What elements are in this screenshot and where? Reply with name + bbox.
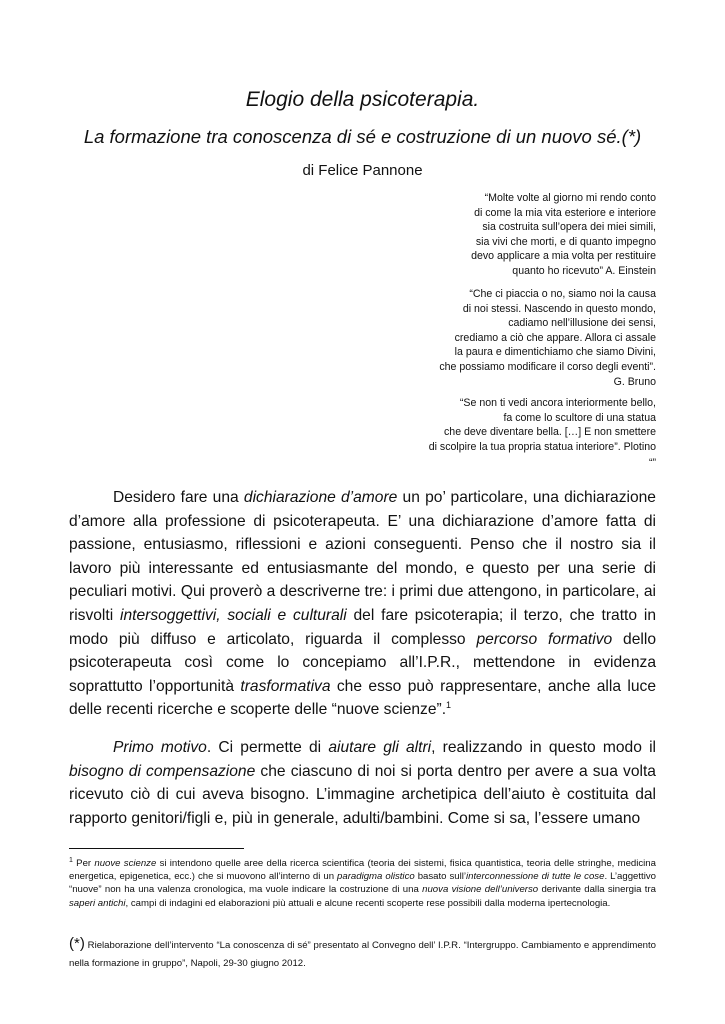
footnote-reference[interactable]: 1	[446, 700, 452, 711]
italic-run: Primo motivo	[113, 739, 207, 756]
italic-run: bisogno di compensazione	[69, 762, 256, 780]
quote-line: “Se non ti vedi ancora interiormente bello,	[459, 397, 656, 409]
text-run: derivante dalla sinergia tra	[538, 884, 656, 896]
quote-line: che possiamo modificare il corso degli eventi”.	[439, 360, 656, 373]
italic-run: intersoggettivi, sociali e culturali	[120, 606, 347, 624]
paragraph	[69, 486, 656, 722]
quote-line: che deve diventare bella. […] E non smettere	[444, 426, 656, 439]
text-run: Per	[72, 858, 95, 869]
quote-line: di come la mia vita esteriore e interiore	[474, 206, 656, 219]
quote-line: “Che ci piaccia o no, siamo noi la causa	[469, 288, 656, 300]
italic-run: nuova visione dell’universo	[422, 884, 539, 896]
body-paragraph-1	[69, 486, 656, 722]
footnote-2	[69, 935, 656, 973]
paragraph	[69, 736, 656, 830]
text-run: del fare psicoterapia; il terzo, che tratto in modo più diffuso e articolato, riguarda il complesso	[69, 606, 656, 648]
italic-run: dichiarazione d’amore	[243, 489, 398, 506]
text-run: basato sull’	[414, 871, 467, 883]
quote-line: di scolpire la tua propria statua interiore”. Plotino	[428, 440, 656, 453]
italic-run: paradigma olistico	[337, 871, 415, 883]
epigraph-bruno	[356, 287, 656, 389]
quote-line: devo applicare a mia volta per restituire	[471, 250, 656, 263]
italic-run: nuove scienze	[94, 858, 157, 869]
quote-line: quanto ho ricevuto” A. Einstein	[512, 264, 656, 277]
epigraph-empty-quotes	[356, 456, 656, 471]
italic-run: saperi antichi	[69, 897, 126, 909]
quote-line: cadiamo nell’illusione dei sensi,	[508, 317, 656, 330]
footnote-1	[69, 857, 656, 910]
text-run: che ciascuno di noi si porta dentro per avere a sua volta ricevuto ciò di cui aveva bisogno. L’immagine archetipica dell’aiuto è costituita dal rapporto genitori/figli e, più in generale, adulti/bambini. Come si sa, l’essere umano	[69, 762, 656, 827]
text-run: , campi di indagini ed elaborazioni più attuali e alcune recenti scoperte rese possibili dalla moderna ipertecnologia.	[125, 897, 611, 909]
text-run: si intendono quelle aree della ricerca scientifica (teoria dei sistemi, fisica quantistica, teoria delle stringhe, medicina energetica, epigenetica, ecc.) che si muovono all’interno di un	[69, 858, 656, 883]
quote-line: sia vivi che morti, e di quanto impegno	[475, 235, 656, 248]
text-run: . L’aggettivo “nuove” non ha una valenza cronologica, ma vuole indicare la costruzione di una	[69, 871, 656, 896]
italic-run: aiutare gli altri	[328, 739, 432, 756]
footnote-divider	[69, 848, 244, 849]
quote-line: crediamo a ciò che appare. Allora ci assale	[454, 331, 656, 344]
document-title: Elogio della psicoterapia.	[245, 88, 480, 111]
quote-line: G. Bruno	[613, 375, 656, 388]
author-line: di Felice Pannone	[302, 162, 423, 179]
footnote-mark: (*)	[69, 935, 85, 952]
italic-run: interconnessione di tutte le cose	[466, 871, 605, 883]
quote-line: fa come lo scultore di una statua	[503, 411, 656, 424]
quote-line: la paura e dimentichiamo che siamo Divini,	[454, 346, 656, 359]
text-run: che esso può rappresentare, anche alla luce delle recenti ricerche e scoperte delle “nuove scienze”.	[69, 677, 656, 719]
body-paragraph-2	[69, 736, 656, 830]
text-run: , realizzando in questo modo il	[431, 739, 657, 756]
text-run: Desidero fare una	[113, 489, 244, 506]
quote-line: di noi stessi. Nascendo in questo mondo,	[462, 302, 656, 315]
epigraph-plotino	[356, 396, 656, 454]
epigraph-einstein	[356, 191, 656, 279]
text-run: un po’ particolare, una dichiarazione d’amore alla professione di psicoterapeuta. E’ una dichiarazione d’amore fatta di passione, entusiasmo, riflessioni e azioni conseguenti. Penso che il nostro sia il lavoro più interessante ed entusiasmante del mondo, e questo per una serie di peculiari motivi. Qui proverò a descriverne tre: i primi due attengono, in particolare, ai risvolti	[69, 489, 656, 624]
quote-line: “Molte volte al giorno mi rendo conto	[484, 192, 656, 204]
quote-line: “”	[648, 457, 656, 469]
document-subtitle: La formazione tra conoscenza di sé e costruzione di un nuovo sé.(*)	[83, 126, 642, 147]
text-run: Rielaborazione dell’intervento “La conoscenza di sé” presentato al Convegno dell’ I.P.R. “Intergruppo. Cambiamento e apprendimento nella formazione in gruppo”, Napoli, 29-30 giugno 2012.	[69, 940, 656, 969]
quote-line: sia costruita sull’opera dei miei simili,	[482, 221, 656, 234]
text-run: . Ci permette di	[206, 739, 329, 756]
text-run: dello psicoterapeuta così come lo concepiamo all’I.P.R., mettendone in evidenza soprattutto l’opportunità	[69, 630, 656, 695]
italic-run: percorso formativo	[476, 630, 613, 648]
footnote-mark: 1	[69, 856, 73, 864]
italic-run: trasformativa	[240, 677, 331, 695]
